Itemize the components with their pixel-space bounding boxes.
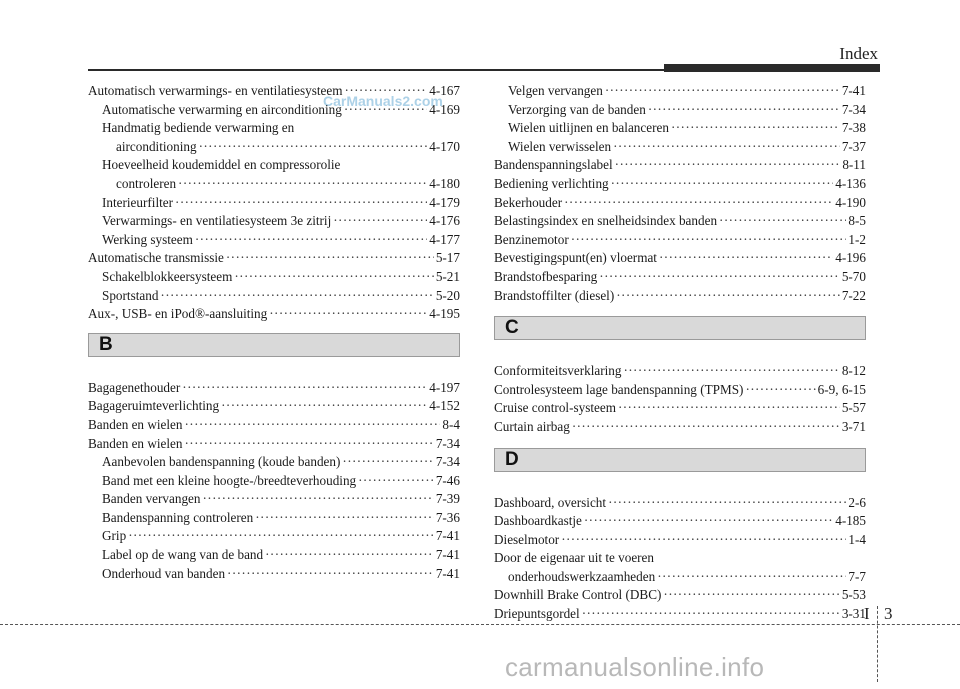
section-letter-c: C <box>505 317 519 339</box>
footer-rule <box>0 624 960 625</box>
index-entry-page: 7-22 <box>841 287 866 303</box>
index-entry-page: 4-177 <box>429 231 460 247</box>
index-entry-term: Banden en wielen <box>88 416 183 432</box>
index-entry <box>494 212 866 231</box>
leader-dots <box>333 212 427 231</box>
index-entry-term: Benzinemotor <box>494 231 569 247</box>
index-entry-term-continued: onderhoudswerkzaamheden <box>508 568 656 584</box>
index-entry <box>494 531 866 550</box>
index-entry <box>494 399 866 418</box>
index-entry-term: Hoeveelheid koudemiddel en compressorolie <box>102 157 341 173</box>
page-title: Index <box>839 44 878 63</box>
index-entry <box>88 305 460 324</box>
index-entry-page: 7-38 <box>841 120 866 136</box>
index-entry-page: 8-4 <box>442 416 460 432</box>
leader-dots <box>265 546 434 565</box>
section-header-c <box>494 316 866 340</box>
leader-dots <box>615 156 841 175</box>
leader-dots <box>561 531 846 550</box>
index-entry-term: Automatische transmissie <box>88 250 224 266</box>
leader-dots <box>344 101 427 120</box>
index-entry-term: Banden en wielen <box>88 435 183 451</box>
leader-dots <box>358 472 434 491</box>
index-entry <box>88 101 460 120</box>
index-entry <box>88 119 460 156</box>
index-entry-page: 7-7 <box>848 568 866 584</box>
leader-dots <box>582 605 840 624</box>
leader-dots <box>608 494 846 513</box>
index-entry <box>494 82 866 101</box>
index-entry <box>88 82 460 101</box>
index-entry-term-continued: controleren <box>116 175 177 191</box>
index-entry-term: Driepuntsgordel <box>494 606 580 622</box>
index-entry <box>88 472 460 491</box>
index-entry <box>88 268 460 287</box>
leader-dots <box>342 453 433 472</box>
index-entry-term: Band met een kleine hoogte-/breedteverhouding <box>102 472 357 488</box>
index-entry-page: 8-5 <box>848 213 866 229</box>
index-entry-page: 5-20 <box>435 287 460 303</box>
footer-separator <box>877 606 878 682</box>
index-entry <box>494 362 866 381</box>
index-entry <box>494 586 866 605</box>
index-entry <box>88 565 460 584</box>
index-entry <box>494 549 866 586</box>
index-entry-page: 7-34 <box>435 435 460 451</box>
index-entry <box>88 527 460 546</box>
index-entry-page: 4-195 <box>429 306 460 322</box>
index-entry-term: Belastingsindex en snelheidsindex banden <box>494 213 718 229</box>
leader-dots <box>175 194 427 213</box>
index-entry <box>88 194 460 213</box>
index-entry-page: 4-197 <box>429 379 460 395</box>
header-tab-bar <box>664 64 880 72</box>
index-entry-term: Downhill Brake Control (DBC) <box>494 587 662 603</box>
index-entry <box>494 156 866 175</box>
index-entry-term: Aanbevolen bandenspanning (koude banden) <box>102 454 341 470</box>
index-entry <box>88 397 460 416</box>
index-entry <box>494 287 866 306</box>
leader-dots <box>345 82 428 101</box>
leader-dots <box>618 399 840 418</box>
leader-dots <box>255 509 434 528</box>
leader-dots <box>182 379 427 398</box>
page-number: 3 <box>884 604 893 623</box>
section-letter-d: D <box>505 448 519 470</box>
leader-dots <box>234 268 433 287</box>
index-entry <box>494 101 866 120</box>
index-entry-page: 7-41 <box>841 83 866 98</box>
index-entry-term: Aux-, USB- en iPod®-aansluiting <box>88 306 268 322</box>
index-entry <box>88 416 460 435</box>
index-entry-term: Werking systeem <box>102 231 193 247</box>
index-entry-term: Onderhoud van banden <box>102 565 226 581</box>
leader-dots <box>160 287 433 306</box>
index-entry <box>494 494 866 513</box>
leader-dots <box>572 418 840 437</box>
index-entry-term: Handmatig bediende verwarming en <box>102 120 295 136</box>
index-entry <box>88 546 460 565</box>
index-entry-page: 8-11 <box>842 157 866 173</box>
leader-dots <box>221 397 427 416</box>
index-entry-term: Bediening verlichting <box>494 175 609 191</box>
index-entry-term-continued: airconditioning <box>116 138 197 154</box>
index-entry-term: Brandstoffilter (diesel) <box>494 287 615 303</box>
index-entry-page: 4-152 <box>429 398 460 414</box>
index-entry-page: 5-57 <box>841 400 866 416</box>
index-entry-page: 5-70 <box>841 268 866 284</box>
leader-dots <box>605 82 840 101</box>
index-entry-term: Bagagenethouder <box>88 379 181 395</box>
leader-dots <box>128 527 434 546</box>
leader-dots <box>226 249 434 268</box>
index-entry-term: Cruise control-systeem <box>494 400 616 416</box>
index-entry <box>88 287 460 306</box>
leader-dots <box>745 381 815 400</box>
index-entry-page: 4-190 <box>835 194 866 210</box>
leader-dots <box>659 249 833 268</box>
leader-dots <box>184 416 440 435</box>
index-list-d <box>494 494 866 624</box>
index-entry-page: 5-53 <box>841 587 866 603</box>
index-entry-page: 4-196 <box>835 250 866 266</box>
index-entry <box>494 138 866 157</box>
index-entry-term: Wielen verwisselen <box>508 138 612 154</box>
leader-dots <box>663 586 839 605</box>
index-entry <box>88 156 460 193</box>
leader-dots <box>227 565 434 584</box>
leader-dots <box>648 101 840 120</box>
index-entry <box>88 490 460 509</box>
leader-dots <box>564 194 833 213</box>
index-entry-term: Brandstofbesparing <box>494 268 598 284</box>
index-entry <box>494 175 866 194</box>
index-entry-page: 3-71 <box>841 418 866 434</box>
index-entry-page: 7-39 <box>435 491 460 507</box>
index-entry-page: 7-41 <box>435 528 460 544</box>
index-entry-term: Curtain airbag <box>494 418 570 434</box>
index-entry-page: 4-170 <box>429 138 460 154</box>
index-column-left <box>88 82 460 583</box>
index-entry-page: 7-46 <box>435 472 460 488</box>
index-list-b-continued <box>494 82 866 305</box>
index-entry <box>88 212 460 231</box>
leader-dots <box>199 138 428 157</box>
leader-dots <box>671 119 840 138</box>
index-entry <box>494 605 866 624</box>
index-entry-term: Label op de wang van de band <box>102 547 264 563</box>
index-entry-term: Dieselmotor <box>494 531 560 547</box>
index-column-right <box>494 82 866 624</box>
section-letter-b: B <box>99 333 113 355</box>
index-entry <box>88 231 460 250</box>
index-entry <box>88 379 460 398</box>
index-entry <box>88 435 460 454</box>
leader-dots <box>719 212 846 231</box>
index-entry-page: 3-31 <box>841 606 866 622</box>
watermark-top: CarManuals2.com <box>323 93 443 109</box>
index-entry-term: Controlesysteem lage bandenspanning (TPMS) <box>494 381 744 397</box>
leader-dots <box>623 362 839 381</box>
index-entry-page: 5-21 <box>435 268 460 284</box>
footer-section-letter: I <box>864 604 870 623</box>
index-entry-term: Banden vervangen <box>102 491 201 507</box>
index-entry <box>494 512 866 531</box>
index-entry-page: 7-37 <box>841 138 866 154</box>
index-entry <box>88 249 460 268</box>
index-entry-page: 1-2 <box>848 231 866 247</box>
index-entry-term: Verzorging van de banden <box>508 101 646 117</box>
index-entry-term: Automatisch verwarmings- en ventilatiesysteem <box>88 83 343 98</box>
index-entry <box>494 418 866 437</box>
index-entry-term: Bagageruimteverlichting <box>88 398 220 414</box>
index-entry-term: Conformiteitsverklaring <box>494 363 622 379</box>
index-entry <box>494 119 866 138</box>
index-entry-page: 6-9, 6-15 <box>817 381 866 397</box>
leader-dots <box>184 435 433 454</box>
leader-dots <box>584 512 833 531</box>
leader-dots <box>195 231 427 250</box>
index-entry-term: Dashboardkastje <box>494 513 582 529</box>
index-entry-page: 2-6 <box>848 494 866 510</box>
leader-dots <box>269 305 427 324</box>
index-entry <box>494 231 866 250</box>
index-entry-page: 5-17 <box>435 250 460 266</box>
index-entry-page: 7-41 <box>435 565 460 581</box>
index-entry-term: Verwarmings- en ventilatiesysteem 3e zitrij <box>102 213 332 229</box>
index-entry <box>494 268 866 287</box>
index-entry-page: 8-12 <box>841 363 866 379</box>
index-entry-page: 7-41 <box>435 547 460 563</box>
section-header-d <box>494 448 866 472</box>
leader-dots <box>203 490 434 509</box>
index-entry-page: 7-34 <box>841 101 866 117</box>
index-entry-term: Interieurfilter <box>102 194 174 210</box>
index-entry-term: Sportstand <box>102 287 159 303</box>
index-entry-page: 4-169 <box>429 101 460 117</box>
index-list-c <box>494 362 866 436</box>
index-list-b <box>88 379 460 584</box>
index-entry-page: 7-34 <box>435 454 460 470</box>
index-entry-page: 4-167 <box>429 83 460 98</box>
index-entry <box>88 509 460 528</box>
index-entry-term: Automatische verwarming en airconditioning <box>102 101 342 117</box>
index-entry-page: 4-185 <box>835 513 866 529</box>
index-entry-term: Dashboard, oversicht <box>494 494 607 510</box>
index-entry-page: 4-176 <box>429 213 460 229</box>
index-entry-term: Schakelblokkeersysteem <box>102 268 233 284</box>
index-entry-term: Bandenspanning controleren <box>102 509 254 525</box>
index-entry <box>494 194 866 213</box>
leader-dots <box>178 175 427 194</box>
leader-dots <box>599 268 840 287</box>
index-entry <box>88 453 460 472</box>
section-header-b <box>88 333 460 357</box>
index-entry-page: 4-180 <box>429 175 460 191</box>
index-entry-term: Bandenspanningslabel <box>494 157 613 173</box>
leader-dots <box>657 568 846 587</box>
index-entry-term: Wielen uitlijnen en balanceren <box>508 120 669 136</box>
index-entry-term: Velgen vervangen <box>508 83 603 98</box>
index-entry <box>494 381 866 400</box>
index-entry-page: 4-136 <box>835 175 866 191</box>
index-entry-page: 1-4 <box>848 531 866 547</box>
leader-dots <box>613 138 840 157</box>
index-entry-page: 7-36 <box>435 509 460 525</box>
leader-dots <box>571 231 847 250</box>
index-list-a <box>88 82 460 324</box>
index-entry-term: Door de eigenaar uit te voeren <box>494 550 655 566</box>
leader-dots <box>611 175 834 194</box>
index-entry-term: Grip <box>102 528 127 544</box>
index-entry-term: Bevestigingspunt(en) vloermat <box>494 250 657 266</box>
leader-dots <box>616 287 840 306</box>
index-entry <box>494 249 866 268</box>
watermark-bottom: carmanualsonline.info <box>505 652 765 682</box>
index-entry-term: Bekerhouder <box>494 194 563 210</box>
index-entry-page: 4-179 <box>429 194 460 210</box>
